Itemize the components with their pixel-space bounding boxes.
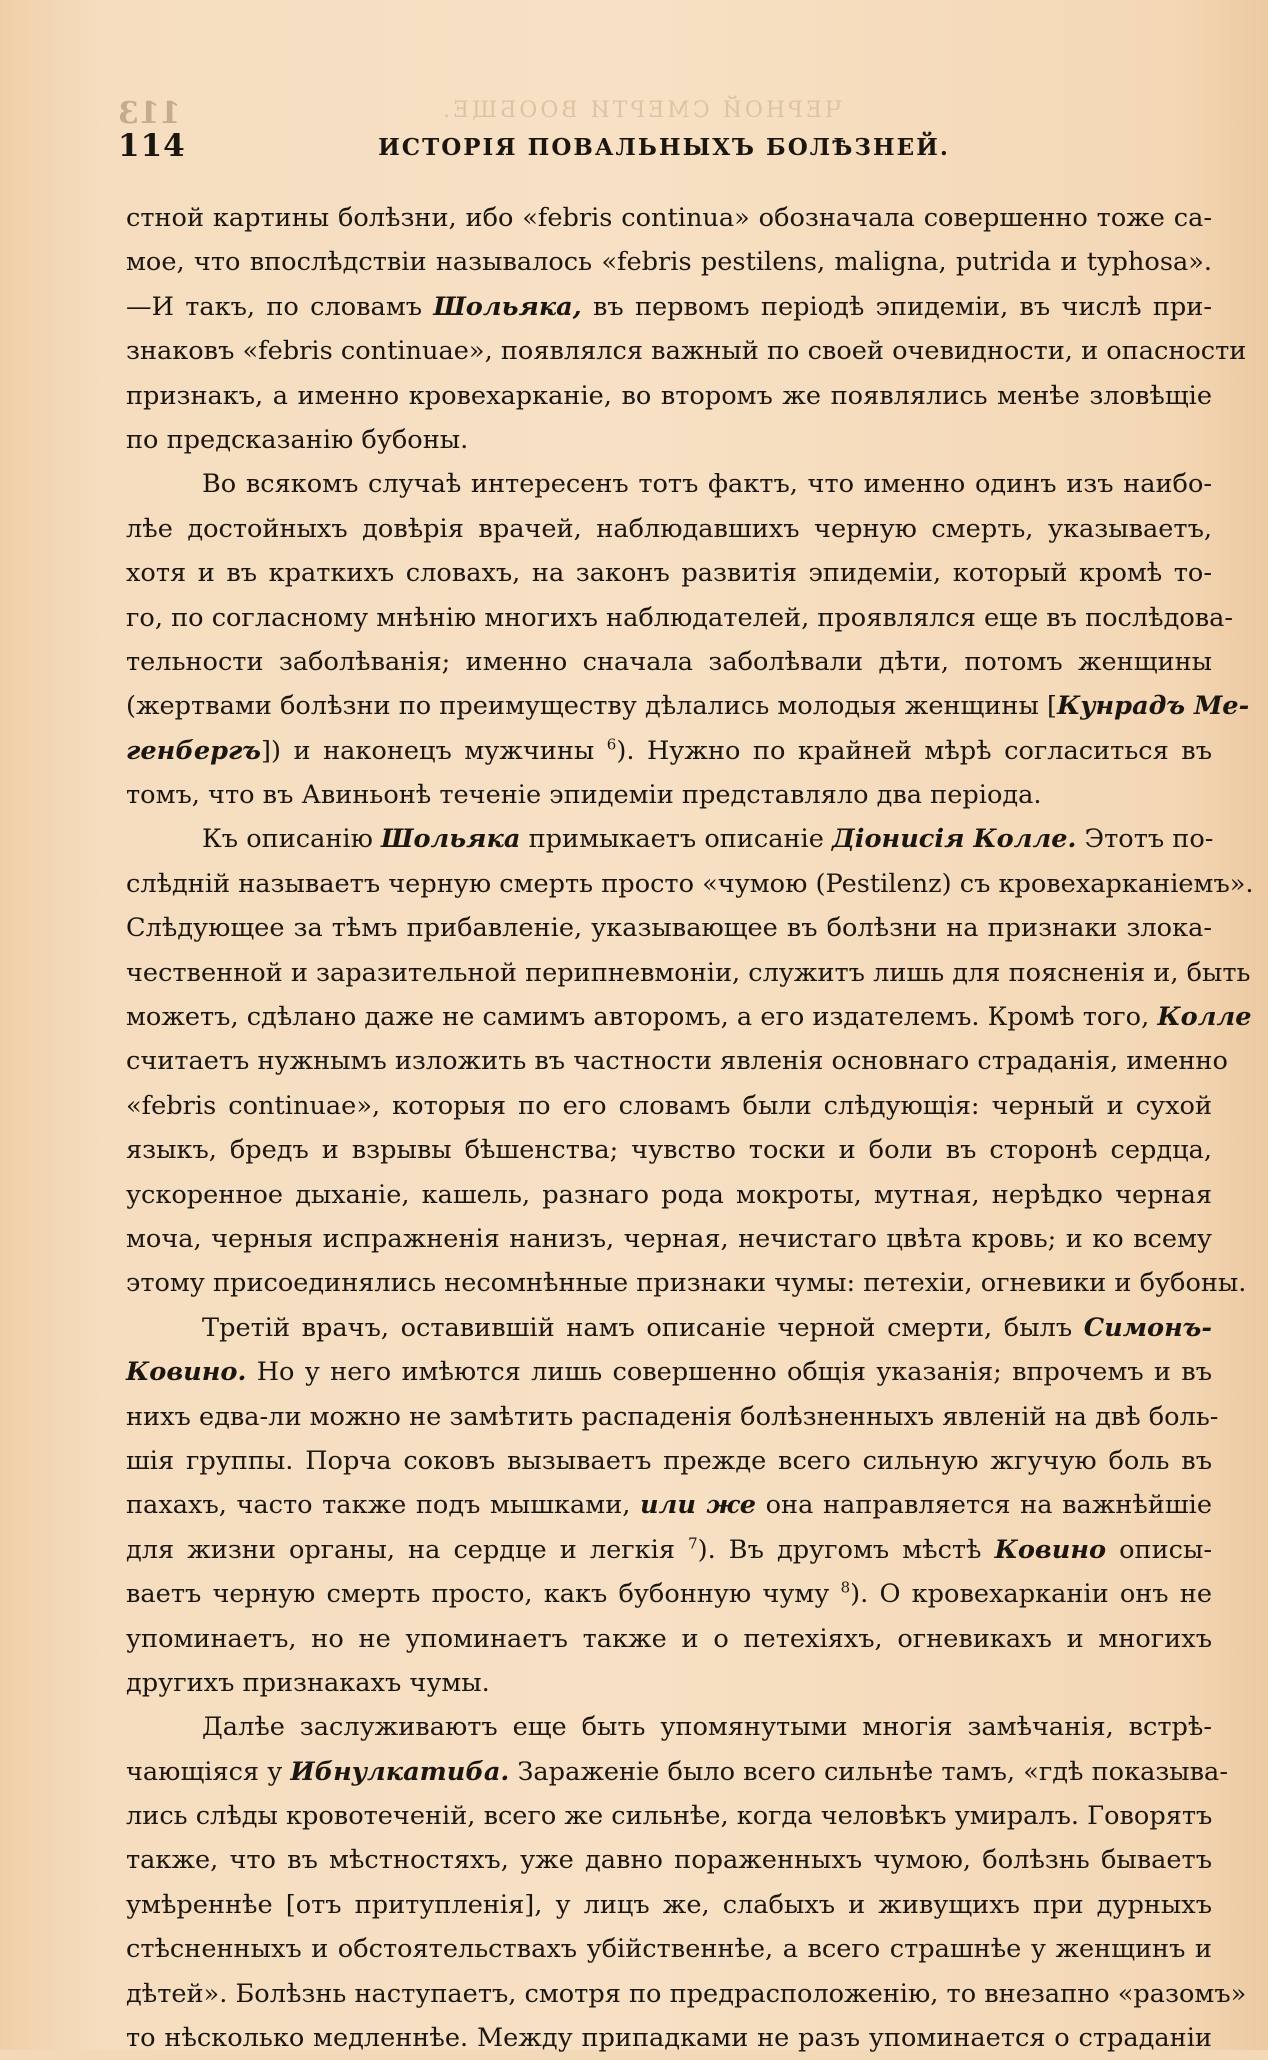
text-line xyxy=(126,951,1251,995)
text-line xyxy=(126,906,1212,950)
text-run: лѣе достойныхъ довѣрія врачей, наблюдавшихъ черную смерть, указываетъ, xyxy=(126,513,1212,544)
text-run: ]) и наконецъ мужчины xyxy=(261,735,607,766)
emphasized-name: Колле xyxy=(1157,1002,1252,1033)
text-line xyxy=(126,374,1212,418)
text-line xyxy=(126,2016,1212,2060)
page-header xyxy=(118,128,1210,172)
text-run: нихъ едва-ли можно не замѣтить распаденія болѣзненныхъ явленій на двѣ боль- xyxy=(126,1401,1219,1432)
paragraph-first-line xyxy=(126,1306,1212,1350)
emphasized-name: Шольяка xyxy=(381,824,521,855)
text-line xyxy=(126,1528,1212,1572)
text-line xyxy=(126,196,1212,240)
text-line xyxy=(126,1972,1247,2016)
emphasized-name: Ибнулкатиба. xyxy=(290,1756,510,1787)
text-run: тельности заболѣванія; именно сначала заболѣвали дѣти, потомъ женщины xyxy=(126,646,1212,677)
paragraph-first-line xyxy=(126,817,1212,861)
text-run: Во всякомъ случаѣ интересенъ тотъ фактъ, что именно одинъ изъ наибо- xyxy=(202,469,1212,500)
text-line xyxy=(126,1927,1212,1971)
paragraph-first-line xyxy=(126,462,1212,506)
text-run: лись слѣды кровотеченій, всего же сильнѣе, когда человѣкъ умиралъ. Говорятъ xyxy=(126,1801,1213,1832)
text-run: слѣдній называетъ черную смерть просто «чумою (Pestilenz) съ кровехарканіемъ». xyxy=(126,868,1254,899)
text-run: дѣтей». Болѣзнь наступаетъ, смотря по предрасположенію, то внезапно «разомъ» xyxy=(126,1978,1247,2009)
text-line xyxy=(126,995,1252,1039)
text-run: чественной и заразительной перипневмоніи, служитъ лишь для поясненія и, быть xyxy=(126,957,1251,988)
text-run: шія группы. Порча соковъ вызываетъ прежде всего сильную жгучую боль въ xyxy=(126,1445,1212,1476)
text-run: ). Нужно по крайней мѣрѣ согласиться въ xyxy=(616,735,1212,766)
text-line xyxy=(126,862,1254,906)
text-run: по предсказанію бубоны. xyxy=(126,424,469,455)
text-line xyxy=(126,729,1212,773)
text-line xyxy=(126,1883,1212,1927)
text-run: Зараженіе было всего сильнѣе тамъ, «гдѣ показыва- xyxy=(509,1756,1228,1787)
text-line xyxy=(126,285,1212,329)
text-line xyxy=(126,551,1212,595)
text-line xyxy=(126,1350,1212,1394)
text-line xyxy=(126,418,1212,462)
bleed-through-page-number: 113 xyxy=(118,96,181,131)
emphasized-name: Кунрадъ Ме- xyxy=(1056,691,1250,722)
text-run: моча, черныя испражненія нанизъ, черная, нечистаго цвѣта кровь; и ко всему xyxy=(126,1223,1212,1254)
text-run: умѣреннѣе [отъ притупленія], у лицъ же, слабыхъ и живущихъ при дурныхъ xyxy=(126,1889,1212,1920)
text-run: для жизни органы, на сердце и легкія xyxy=(126,1534,689,1565)
text-line xyxy=(126,1261,1247,1305)
text-run: Слѣдующее за тѣмъ прибавленіе, указывающее въ болѣзни на признаки злока- xyxy=(126,913,1212,944)
text-run: Къ описанію xyxy=(202,824,382,855)
text-run: стѣсненныхъ и обстоятельствахъ убійственнѣе, а всего страшнѣе у женщинъ и xyxy=(126,1934,1212,1965)
text-line xyxy=(126,1128,1212,1172)
text-line xyxy=(126,1794,1212,1838)
text-run: можетъ, сдѣлано даже не самимъ авторомъ, а его издателемъ. Кромѣ того, xyxy=(126,1002,1158,1033)
text-run: томъ, что въ Авиньонѣ теченіе эпидеміи представляло два періода. xyxy=(126,780,1042,811)
bleed-through-running-title: ЧЕРНОЙ СМЕРТИ ВООБЩЕ. xyxy=(440,98,842,123)
text-line xyxy=(126,1084,1212,1128)
text-run: знаковъ «febris continuae», появлялся важный по своей очевидности, и опасности xyxy=(126,336,1247,367)
text-run: ). Въ другомъ мѣстѣ xyxy=(697,1534,995,1565)
paragraph-first-line xyxy=(126,1705,1212,1749)
text-run: чающіяся у xyxy=(126,1756,291,1787)
text-run: Далѣе заслуживаютъ еще быть упомянутыми многія замѣчанія, встрѣ- xyxy=(202,1712,1212,1743)
text-run: (жертвами болѣзни по преимуществу дѣлались молодыя женщины [ xyxy=(126,691,1057,722)
text-line xyxy=(126,329,1247,373)
text-run: стной картины болѣзни, ибо «febris continua» обозначала совершенно тоже са- xyxy=(126,203,1212,233)
text-run: хотя и въ краткихъ словахъ, на законъ развитія эпидеміи, который кромѣ то- xyxy=(126,558,1212,589)
text-line xyxy=(126,773,1212,817)
footnote-marker: 8 xyxy=(840,1578,851,1597)
text-line xyxy=(126,684,1250,728)
text-run: языкъ, бредъ и взрывы бѣшенства; чувство тоски и боли въ сторонѣ сердца, xyxy=(126,1135,1212,1166)
text-run: она направляется на важнѣйшіе xyxy=(756,1490,1212,1521)
emphasized-name: Ковино xyxy=(994,1534,1107,1565)
text-run: описы- xyxy=(1106,1534,1213,1565)
text-run: упоминаетъ, но не упоминаетъ также и о петехіяхъ, огневикахъ и многихъ xyxy=(126,1623,1212,1654)
text-line xyxy=(126,1572,1212,1616)
text-run: Этотъ по- xyxy=(1076,824,1214,855)
text-line xyxy=(126,640,1212,684)
text-run: пахахъ, часто также подъ мышками, xyxy=(126,1490,640,1521)
text-run: —И такъ, по словамъ xyxy=(126,291,434,322)
text-run: го, по согласному мнѣнію многихъ наблюдателей, проявлялся еще въ послѣдова- xyxy=(126,602,1234,633)
text-line xyxy=(126,1838,1212,1882)
text-run: этому присоединялись несомнѣнные признаки чумы: петехіи, огневики и бубоны. xyxy=(126,1268,1247,1299)
text-run: признакъ, а именно кровехарканіе, во второмъ же появлялись менѣе зловѣщіе xyxy=(126,380,1212,411)
text-run: ). О кровехарканіи онъ не xyxy=(850,1579,1213,1610)
text-run: также, что въ мѣстностяхъ, уже давно пораженныхъ чумою, болѣзнь бываетъ xyxy=(126,1845,1212,1876)
page-number: 114 xyxy=(118,128,186,164)
text-run: то нѣсколько медленнѣе. Между припадками не разъ упоминается о страданіи xyxy=(126,2023,1212,2054)
footnote-marker: 6 xyxy=(606,735,617,754)
body-text xyxy=(126,196,1254,2060)
text-line xyxy=(126,596,1234,640)
text-run: «febris continuae», которыя по его словамъ были слѣдующія: черный и сухой xyxy=(126,1090,1212,1121)
emphasized-name: или же xyxy=(640,1490,757,1521)
running-title: ИСТОРІЯ ПОВАЛЬНЫХЪ БОЛѢЗНЕЙ. xyxy=(378,134,950,161)
text-line xyxy=(126,1617,1212,1661)
text-line xyxy=(126,1661,1212,1705)
text-line xyxy=(126,1483,1212,1527)
text-line xyxy=(126,1173,1212,1217)
text-run: примыкаетъ описаніе xyxy=(520,824,832,855)
text-run: въ первомъ періодѣ эпидеміи, въ числѣ при- xyxy=(581,291,1212,322)
footnote-marker: 7 xyxy=(688,1534,698,1553)
emphasized-name: Ковино. xyxy=(126,1357,247,1388)
text-run: Но у него имѣются лишь совершенно общія указанія; впрочемъ и въ xyxy=(246,1357,1212,1388)
emphasized-name: Шольяка, xyxy=(433,291,582,322)
text-line xyxy=(126,1395,1219,1439)
text-run: ваетъ черную смерть просто, какъ бубонную чуму xyxy=(126,1579,841,1610)
text-run: другихъ признакахъ чумы. xyxy=(126,1667,490,1698)
text-line xyxy=(126,1439,1212,1483)
text-line xyxy=(126,1750,1228,1794)
text-line xyxy=(126,1217,1212,1261)
text-run: считаетъ нужнымъ изложить въ частности явленія основнаго страданія, именно xyxy=(126,1046,1228,1077)
text-run: ускоренное дыханіе, кашель, разнаго рода мокроты, мутная, нерѣдко черная xyxy=(126,1179,1212,1210)
text-line xyxy=(126,507,1212,551)
emphasized-name: генбергъ xyxy=(126,735,262,766)
text-line xyxy=(126,1039,1228,1083)
emphasized-name: Симонъ- xyxy=(1083,1312,1212,1343)
emphasized-name: Діонисія Колле. xyxy=(831,824,1077,855)
text-run: мое, что впослѣдствіи называлось «febris pestilens, maligna, putrida и typhosa». xyxy=(126,247,1212,278)
text-run: Третій врачъ, оставившій намъ описаніе черной смерти, былъ xyxy=(202,1312,1084,1343)
text-line xyxy=(126,240,1212,284)
